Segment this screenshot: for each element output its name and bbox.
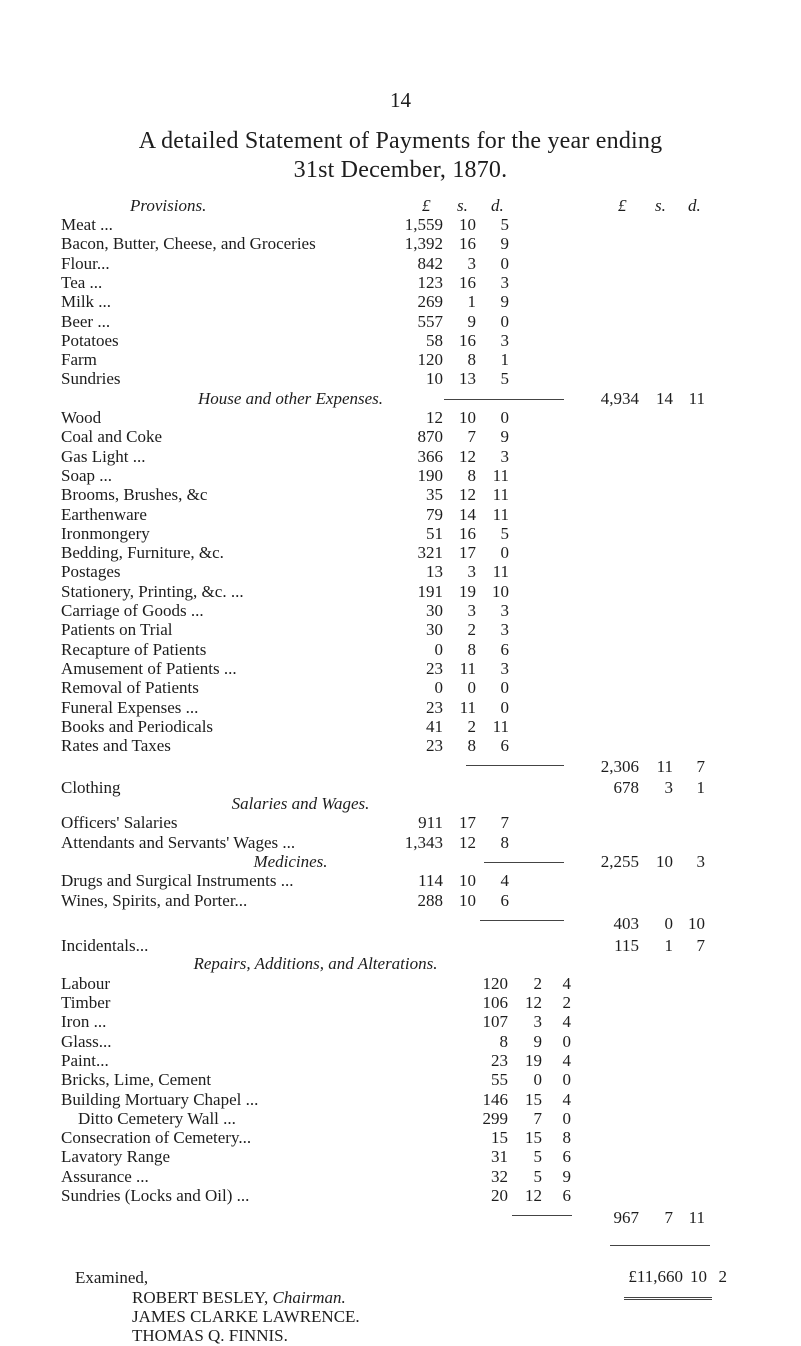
grand-total-double-rule-1 (624, 1297, 712, 1298)
repairs-row-1-pence: 2 (562, 993, 571, 1012)
house-row-17-pounds: 23 (426, 736, 443, 756)
incidentals-pence: 7 (696, 936, 705, 956)
provisions-row-6-pence: 3 (500, 330, 509, 350)
house-row-15-shillings: 11 (459, 697, 476, 717)
repairs-row-9-label: Lavatory Range (61, 1147, 171, 1167)
house-row-16-shillings: 2 (467, 716, 476, 736)
repairs-row-1-label: Timber (61, 993, 111, 1012)
house-row-6-shillings: 16 (459, 523, 476, 543)
grand-total-double-rule-2 (624, 1299, 712, 1300)
house-row-15-pounds: 23 (426, 697, 443, 717)
medicines-row-1-shillings: 10 (459, 890, 476, 910)
signatory-3: THOMAS Q. FINNIS. (132, 1326, 288, 1345)
house-row-9-pence: 10 (492, 581, 509, 601)
provisions-row-6-label: Potatoes (61, 330, 119, 350)
repairs-row-3-shillings: 9 (533, 1031, 542, 1051)
house-row-4-label: Brooms, Brushes, &c (61, 485, 208, 505)
provisions-row-8-label: Sundries (61, 369, 121, 389)
clothing-pence: 1 (696, 777, 705, 797)
repairs-row-5-label: Bricks, Lime, Cement (61, 1070, 212, 1090)
repairs-row-8-label: Consecration of Cemetery... (61, 1128, 252, 1148)
house-row-13-shillings: 11 (459, 658, 476, 678)
repairs-total-pounds: 967 (613, 1208, 639, 1228)
provisions-row-1-shillings: 16 (459, 234, 476, 254)
repairs-subtotal-rule (512, 1215, 572, 1216)
provisions-row-7-shillings: 8 (467, 350, 476, 370)
house-row-1-pence: 9 (500, 427, 509, 447)
repairs-row-0-label: Labour (61, 973, 111, 993)
house-row-17-shillings: 8 (467, 736, 476, 756)
examined-label: Examined, (75, 1268, 149, 1287)
salaries-row-0-pounds: 911 (418, 813, 443, 833)
salaries-row-1-label: Attendants and Servants' Wages ... (61, 832, 296, 852)
repairs-row-2-label: Iron ... (61, 1012, 107, 1032)
repairs-row-2-pence: 4 (562, 1012, 571, 1032)
provisions-row-4-pounds: 269 (417, 292, 443, 312)
house-row-1-pounds: 870 (417, 427, 443, 447)
signatory-1-role: Chairman. (272, 1288, 346, 1307)
repairs-row-7-pence: 0 (562, 1108, 571, 1128)
page-number: 14 (390, 88, 411, 112)
repairs-row-6-pence: 4 (562, 1089, 571, 1109)
repairs-row-9-pounds: 31 (491, 1147, 508, 1167)
house-row-13-label: Amusement of Patients ... (61, 658, 237, 678)
provisions-row-4-label: Milk ... (61, 292, 112, 312)
provisions-row-6-shillings: 16 (459, 330, 476, 350)
medicines-row-0-pence: 4 (500, 871, 509, 891)
col-header-shillings-2: s. (655, 196, 666, 215)
house-row-0-pence: 0 (500, 408, 509, 427)
repairs-row-10-pounds: 32 (491, 1166, 508, 1186)
house-row-4-shillings: 12 (459, 485, 476, 505)
house-row-4-pounds: 35 (426, 485, 443, 505)
salaries-total-pounds: 2,255 (600, 851, 639, 871)
col-header-pounds-1: £ (422, 196, 431, 215)
provisions-row-3-pence: 3 (500, 272, 509, 292)
provisions-total-pence: 11 (688, 388, 705, 408)
house-row-10-shillings: 3 (467, 601, 476, 620)
provisions-row-4-pence: 9 (500, 292, 509, 312)
repairs-row-3-label: Glass... (61, 1031, 112, 1051)
grand-total-pence: 2 (718, 1266, 727, 1286)
house-row-7-shillings: 17 (459, 543, 476, 563)
house-row-3-shillings: 8 (467, 465, 476, 485)
signatory-2: JAMES CLARKE LAWRENCE. (132, 1307, 360, 1326)
provisions-total-pounds: 4,934 (600, 388, 639, 408)
house-row-11-label: Patients on Trial (61, 620, 173, 640)
section-heading-house: House and other Expenses. (197, 388, 384, 408)
medicines-subtotal-rule (480, 920, 564, 921)
title-line-2: 31st December, 1870. (293, 157, 508, 183)
medicines-total-pence: 10 (688, 913, 705, 933)
provisions-row-7-pounds: 120 (417, 350, 443, 370)
house-row-7-pence: 0 (500, 543, 509, 563)
house-row-16-pounds: 41 (426, 716, 443, 736)
house-row-5-label: Earthenware (61, 504, 147, 524)
section-heading-repairs: Repairs, Additions, and Alterations. (193, 954, 438, 974)
house-row-16-pence: 11 (492, 716, 509, 736)
repairs-total-pence: 11 (688, 1208, 705, 1228)
house-row-9-label: Stationery, Printing, &c. ... (61, 581, 244, 601)
house-row-15-pence: 0 (500, 697, 509, 717)
col-header-pence-2: d. (688, 196, 701, 215)
house-row-3-pence: 11 (492, 465, 509, 485)
house-row-1-label: Coal and Coke (61, 427, 163, 447)
house-row-8-pounds: 13 (426, 562, 443, 582)
incidentals-shillings: 1 (664, 936, 673, 956)
provisions-row-2-pounds: 842 (417, 253, 443, 273)
house-row-17-label: Rates and Taxes (61, 736, 171, 756)
house-row-14-pounds: 0 (434, 678, 443, 698)
house-row-1-shillings: 7 (467, 427, 476, 447)
provisions-row-1-pounds: 1,392 (404, 234, 443, 254)
provisions-row-4-shillings: 1 (467, 292, 476, 312)
house-row-12-pence: 6 (500, 639, 509, 659)
house-total-shillings: 11 (656, 757, 673, 777)
section-heading-medicines: Medicines. (253, 851, 328, 871)
salaries-row-0-pence: 7 (500, 813, 509, 833)
salaries-row-0-shillings: 17 (459, 813, 476, 833)
provisions-row-1-label: Bacon, Butter, Cheese, and Groceries (61, 234, 316, 254)
salaries-row-1-pence: 8 (500, 832, 509, 852)
repairs-row-6-pounds: 146 (482, 1089, 508, 1109)
repairs-row-5-shillings: 0 (533, 1070, 542, 1090)
house-row-3-label: Soap ... (61, 465, 112, 485)
provisions-row-7-label: Farm (61, 350, 97, 370)
provisions-row-6-pounds: 58 (426, 330, 443, 350)
house-row-13-pounds: 23 (426, 658, 443, 678)
col-header-pounds-2: £ (618, 196, 627, 215)
repairs-row-11-pounds: 20 (491, 1186, 508, 1205)
repairs-row-7-label: Ditto Cemetery Wall ... (78, 1108, 236, 1128)
provisions-row-0-pence: 5 (500, 215, 509, 234)
clothing-pounds: 678 (613, 777, 639, 797)
house-row-11-pence: 3 (500, 620, 509, 640)
provisions-row-3-label: Tea ... (61, 272, 103, 292)
repairs-row-7-shillings: 7 (533, 1108, 542, 1128)
house-row-14-pence: 0 (500, 678, 509, 698)
repairs-row-11-pence: 6 (562, 1186, 571, 1205)
repairs-row-3-pounds: 8 (499, 1031, 508, 1051)
house-row-14-label: Removal of Patients (61, 678, 199, 698)
house-row-2-label: Gas Light ... (61, 446, 146, 466)
repairs-row-2-shillings: 3 (533, 1012, 542, 1032)
provisions-row-3-shillings: 16 (459, 272, 476, 292)
grand-total-rule (610, 1245, 710, 1246)
house-row-10-label: Carriage of Goods ... (61, 601, 204, 620)
repairs-row-10-pence: 9 (562, 1166, 571, 1186)
incidentals-pounds: 115 (614, 936, 639, 956)
repairs-row-5-pence: 0 (562, 1070, 571, 1090)
house-row-6-pounds: 51 (426, 523, 443, 543)
repairs-row-6-label: Building Mortuary Chapel ... (61, 1089, 259, 1109)
repairs-total-shillings: 7 (664, 1208, 673, 1228)
grand-total-pounds: £11,660 (628, 1266, 683, 1286)
signatory-1 (132, 1288, 346, 1308)
medicines-row-1-pounds: 288 (417, 890, 443, 910)
repairs-row-5-pounds: 55 (491, 1070, 508, 1090)
repairs-row-2-pounds: 107 (482, 1012, 508, 1032)
repairs-row-7-pounds: 299 (482, 1108, 508, 1128)
repairs-row-3-pence: 0 (562, 1031, 571, 1051)
salaries-row-1-shillings: 12 (459, 832, 476, 852)
repairs-row-6-shillings: 15 (525, 1089, 542, 1109)
repairs-row-0-pence: 4 (562, 973, 571, 993)
provisions-row-2-shillings: 3 (467, 253, 476, 273)
house-row-12-shillings: 8 (467, 639, 476, 659)
house-row-9-pounds: 191 (417, 581, 443, 601)
provisions-row-8-shillings: 13 (459, 369, 476, 389)
repairs-row-4-label: Paint... (61, 1050, 109, 1070)
repairs-row-4-pence: 4 (562, 1050, 571, 1070)
medicines-row-1-label: Wines, Spirits, and Porter... (61, 890, 248, 910)
repairs-row-0-shillings: 2 (533, 973, 542, 993)
medicines-total-pounds: 403 (613, 913, 639, 933)
house-row-2-pence: 3 (500, 446, 509, 466)
clothing-shillings: 3 (664, 777, 673, 797)
provisions-row-0-pounds: 1,559 (404, 215, 443, 234)
provisions-row-7-pence: 1 (500, 350, 509, 370)
house-row-2-shillings: 12 (459, 446, 476, 466)
section-heading-salaries: Salaries and Wages. (231, 794, 370, 813)
provisions-row-5-shillings: 9 (467, 311, 476, 331)
house-row-11-shillings: 2 (467, 620, 476, 640)
section-heading-provisions: Provisions. (130, 196, 207, 215)
repairs-row-4-shillings: 19 (525, 1050, 542, 1070)
house-row-8-pence: 11 (492, 562, 509, 582)
provisions-row-2-pence: 0 (500, 253, 509, 273)
house-row-0-pounds: 12 (426, 408, 443, 427)
provisions-row-0-shillings: 10 (459, 215, 476, 234)
repairs-row-4-pounds: 23 (491, 1050, 508, 1070)
house-row-5-pence: 11 (492, 504, 509, 524)
house-row-14-shillings: 0 (467, 678, 476, 698)
col-header-pence-1: d. (491, 196, 504, 215)
repairs-row-11-label: Sundries (Locks and Oil) ... (61, 1186, 250, 1205)
col-header-shillings-1: s. (457, 196, 468, 215)
medicines-row-0-pounds: 114 (418, 871, 443, 891)
title-line-1: A detailed Statement of Payments for the year ending (138, 128, 663, 154)
medicines-row-1-pence: 6 (500, 890, 509, 910)
house-row-9-shillings: 19 (459, 581, 476, 601)
clothing-label: Clothing (61, 777, 121, 797)
provisions-row-5-label: Beer ... (61, 311, 111, 331)
salaries-total-shillings: 10 (656, 851, 673, 871)
house-subtotal-rule (466, 765, 564, 766)
house-row-16-label: Books and Periodicals (61, 716, 214, 736)
house-row-6-label: Ironmongery (61, 523, 150, 543)
provisions-row-5-pounds: 557 (417, 311, 443, 331)
repairs-row-1-shillings: 12 (525, 993, 542, 1012)
house-row-4-pence: 11 (492, 485, 509, 505)
grand-total-shillings: 10 (690, 1266, 707, 1286)
house-row-3-pounds: 190 (417, 465, 443, 485)
house-row-7-label: Bedding, Furniture, &c. (61, 543, 224, 563)
provisions-row-3-pounds: 123 (417, 272, 443, 292)
provisions-row-5-pence: 0 (500, 311, 509, 331)
house-row-12-label: Recapture of Patients (61, 639, 207, 659)
provisions-row-1-pence: 9 (500, 234, 509, 254)
salaries-total-pence: 3 (696, 851, 705, 871)
house-row-8-shillings: 3 (467, 562, 476, 582)
medicines-total-shillings: 0 (664, 913, 673, 933)
house-row-0-label: Wood (61, 408, 102, 427)
provisions-row-0-label: Meat ... (61, 215, 113, 234)
house-row-2-pounds: 366 (417, 446, 443, 466)
house-row-10-pence: 3 (500, 601, 509, 620)
house-row-6-pence: 5 (500, 523, 509, 543)
repairs-row-0-pounds: 120 (482, 973, 508, 993)
repairs-row-10-label: Assurance ... (61, 1166, 149, 1186)
house-row-0-shillings: 10 (459, 408, 476, 427)
house-row-15-label: Funeral Expenses ... (61, 697, 199, 717)
salaries-row-1-pounds: 1,343 (404, 832, 443, 852)
house-row-17-pence: 6 (500, 736, 509, 756)
house-row-13-pence: 3 (500, 658, 509, 678)
house-total-pounds: 2,306 (600, 757, 639, 777)
repairs-row-9-pence: 6 (562, 1147, 571, 1167)
house-row-5-shillings: 14 (459, 504, 476, 524)
medicines-row-0-shillings: 10 (459, 871, 476, 891)
repairs-row-8-pounds: 15 (491, 1128, 508, 1148)
medicines-row-0-label: Drugs and Surgical Instruments ... (61, 871, 294, 891)
repairs-row-10-shillings: 5 (533, 1166, 542, 1186)
repairs-row-8-shillings: 15 (525, 1128, 542, 1148)
house-total-pence: 7 (696, 757, 705, 777)
signatory-1-name: ROBERT BESLEY, (132, 1288, 269, 1307)
house-row-7-pounds: 321 (417, 543, 443, 563)
provisions-row-8-pence: 5 (500, 369, 509, 389)
house-row-8-label: Postages (61, 562, 121, 582)
repairs-row-8-pence: 8 (562, 1128, 571, 1148)
salaries-row-0-label: Officers' Salaries (61, 813, 178, 833)
house-row-5-pounds: 79 (426, 504, 443, 524)
repairs-row-1-pounds: 106 (482, 993, 508, 1012)
provisions-row-2-label: Flour... (61, 253, 110, 273)
repairs-row-11-shillings: 12 (525, 1186, 542, 1205)
house-row-10-pounds: 30 (426, 601, 443, 620)
house-row-12-pounds: 0 (434, 639, 443, 659)
provisions-row-8-pounds: 10 (426, 369, 443, 389)
house-row-11-pounds: 30 (426, 620, 443, 640)
provisions-total-shillings: 14 (656, 388, 673, 408)
repairs-row-9-shillings: 5 (533, 1147, 542, 1167)
incidentals-label: Incidentals... (61, 936, 149, 956)
